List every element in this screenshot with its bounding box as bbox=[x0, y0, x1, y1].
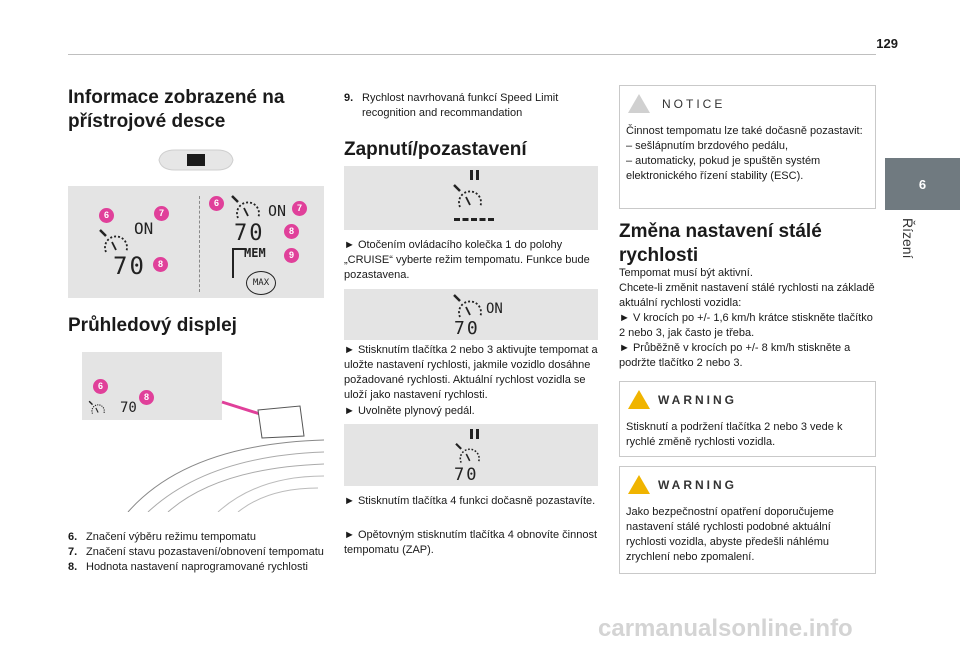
dashboard-icon bbox=[155, 147, 237, 173]
speed-setting-value: 70 bbox=[113, 252, 146, 280]
list-item: 8. Hodnota nastavení naprogramované rychlosti bbox=[68, 561, 308, 573]
dashes-display bbox=[454, 218, 494, 224]
speed-setting-value: 70 bbox=[454, 318, 480, 339]
page-number: 129 bbox=[876, 36, 898, 51]
paragraph: Tempomat musí být aktivní. Chcete-li změnit nastavení stálé rychlosti na základě aktuální rychlosti vozidla: ► V krocích po +/- 1,6 km/h krátce stiskněte tlačítko 2 nebo 3, jak často je třeba. ► Průběžně v krocích po +/- 8 km/h stiskněte a podržte tlačítko 2 nebo 3. bbox=[619, 267, 875, 369]
list-item: 6. Značení výběru režimu tempomatu bbox=[68, 531, 256, 543]
warning-title: WARNING bbox=[658, 393, 737, 407]
warning-title: WARNING bbox=[658, 478, 737, 492]
pause-icon bbox=[476, 429, 479, 439]
mem-indicator: MEM bbox=[244, 246, 266, 260]
callout-badge: 6 bbox=[209, 196, 224, 211]
callout-badge: 7 bbox=[292, 201, 307, 216]
header-rule bbox=[68, 54, 876, 55]
hud-figure bbox=[68, 352, 324, 512]
list-item: – sešlápnutím brzdového pedálu, bbox=[626, 140, 789, 152]
callout-badge: 8 bbox=[284, 224, 299, 239]
dashboard-drawing bbox=[68, 352, 324, 512]
pause-figure bbox=[344, 166, 598, 230]
pause-speed-figure bbox=[344, 424, 598, 486]
watermark: carmanualsonline.info bbox=[598, 615, 853, 642]
paragraph: ► Otočením ovládacího kolečka 1 do polohy „CRUISE“ vyberte režim tempomatu. Funkce bude pozastavena. bbox=[344, 239, 590, 281]
warning-icon bbox=[628, 390, 650, 409]
cruise-gauge-icon bbox=[452, 183, 484, 216]
pause-icon bbox=[470, 170, 473, 180]
legend-list bbox=[68, 530, 328, 575]
chapter-tab[interactable]: 6 bbox=[885, 158, 960, 210]
callout-badge: 8 bbox=[139, 390, 154, 405]
paragraph: ► Uvolněte plynový pedál. bbox=[344, 405, 475, 417]
on-indicator: ON bbox=[486, 301, 503, 317]
on-indicator: ON bbox=[268, 202, 287, 220]
callout-badge: 6 bbox=[93, 379, 108, 394]
warning-icon bbox=[628, 475, 650, 494]
heading-dashboard-info: Informace zobrazené na přístrojové desce bbox=[68, 87, 285, 132]
speed-setting-value: 70 bbox=[234, 221, 265, 246]
warning-text: Stisknutí a podržení tlačítka 2 nebo 3 vede k rychlé změně rychlosti vozidla. bbox=[626, 421, 843, 448]
notice-text: Činnost tempomatu lze také dočasně pozastavit: – sešlápnutím brzdového pedálu, – automaticky, pokud je spuštěn systém elektronického řízení stability (ESC). bbox=[626, 124, 866, 184]
notice-box bbox=[619, 85, 876, 209]
warning-box bbox=[619, 381, 876, 457]
heading-change-speed: Změna nastavení stálé rychlosti bbox=[619, 221, 822, 266]
pause-icon bbox=[476, 170, 479, 180]
list-item: – automaticky, pokud je spuštěn systém elektronického řízení stability (ESC). bbox=[626, 155, 821, 182]
figure-divider bbox=[199, 196, 201, 292]
on-indicator: ON bbox=[134, 219, 154, 238]
list-item: 7. Značení stavu pozastavení/obnovení tempomatu bbox=[68, 546, 324, 558]
speed-setting-value: 70 bbox=[454, 465, 479, 485]
paragraph: ► Stisknutím tlačítka 2 nebo 3 aktivujte tempomat a uložte nastavení rychlosti, jakmile vozidlo dosáhne požadované rychlosti. Aktuální rychlost vozidla se uloží jako nastavení rychlosti. bbox=[344, 344, 598, 401]
instrument-display-figure bbox=[68, 186, 324, 298]
chapter-title: Řízení bbox=[900, 218, 916, 259]
max-indicator: MAX bbox=[246, 271, 276, 295]
callout-badge: 6 bbox=[99, 208, 114, 223]
callout-badge: 7 bbox=[154, 206, 169, 221]
callout-badge: 8 bbox=[153, 257, 168, 272]
callout-badge: 9 bbox=[284, 248, 299, 263]
active-figure bbox=[344, 289, 598, 340]
warning-box bbox=[619, 466, 876, 574]
list-item: 9. Rychlost navrhovaná funkcí Speed Limit recognition and recommandation bbox=[344, 92, 559, 119]
paragraph: ► Opětovným stisknutím tlačítka 4 obnovíte činnost tempomatu (ZAP). bbox=[344, 529, 597, 556]
heading-hud: Průhledový displej bbox=[68, 315, 237, 336]
hud-speed-value: 70 bbox=[120, 400, 137, 416]
warning-text: Jako bezpečnostní opatření doporučujeme nastavení stálé rychlosti podobné aktuální rychlosti vozidla, abyste předešli náhlému zrychlení nebo zpomalení. bbox=[626, 506, 834, 563]
notice-title: NOTICE bbox=[662, 97, 726, 111]
pause-icon bbox=[470, 429, 473, 439]
paragraph: ► Stisknutím tlačítka 4 funkci dočasně pozastavíte. bbox=[344, 495, 596, 507]
notice-icon bbox=[628, 94, 650, 113]
heading-on-pause: Zapnutí/pozastavení bbox=[344, 139, 527, 160]
